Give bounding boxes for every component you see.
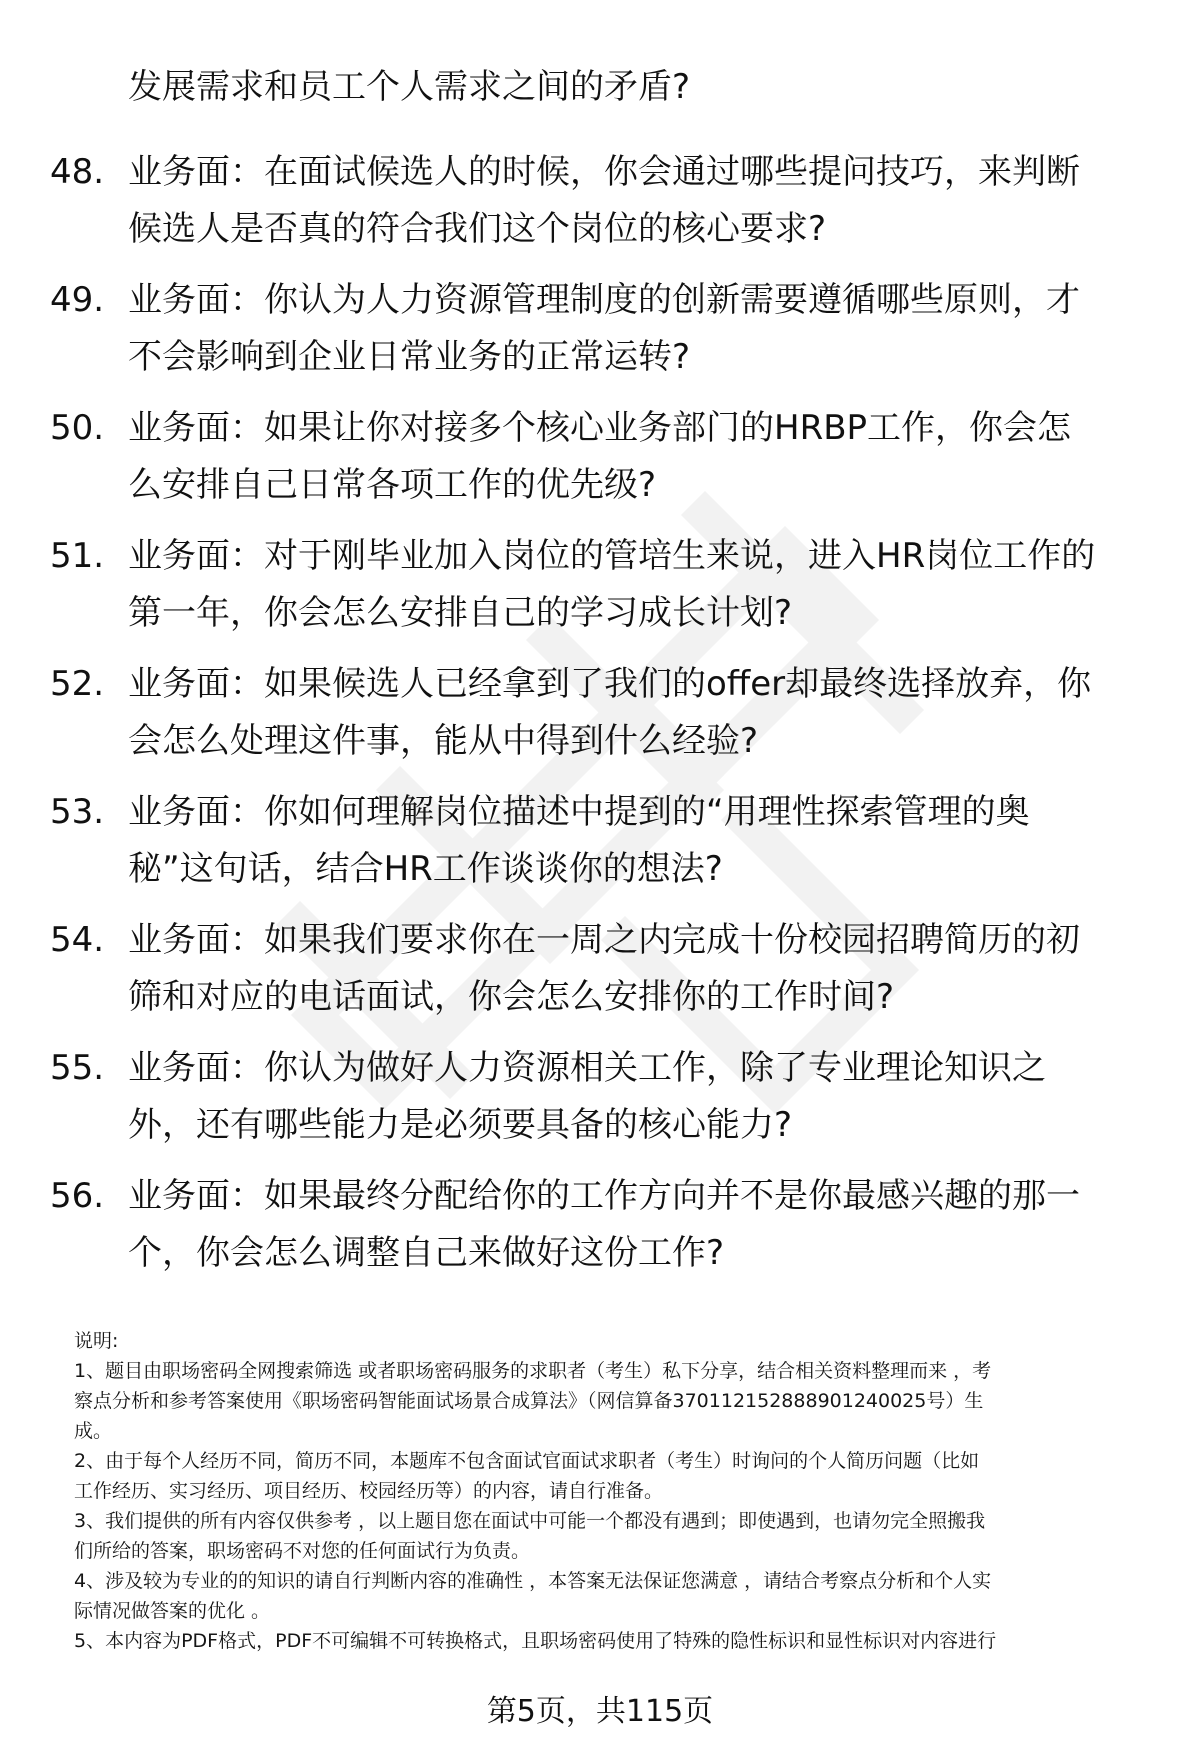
question-text-line: 业务面：如果让你对接多个核心业务部门的HRBP工作，你会怎 bbox=[128, 408, 1072, 448]
question-number: 56. bbox=[50, 1176, 105, 1216]
question-text-line: 候选人是否真的符合我们这个岗位的核心要求? bbox=[128, 209, 827, 249]
note-line: 3、我们提供的所有内容仅供参考 ，以上题目您在面试中可能一个都没有遇到；即使遇到，也请勿完全照搬我 bbox=[74, 1510, 986, 1532]
question-item bbox=[50, 144, 1170, 258]
note-line: 1、题目由职场密码全网搜索筛选 或者职场密码服务的求职者（考生）私下分享，结合相关资料整理而来 ，考 bbox=[74, 1360, 992, 1382]
question-text-line: 业务面：你认为人力资源管理制度的创新需要遵循哪些原则，才 bbox=[128, 280, 1080, 320]
question-number: 51. bbox=[50, 536, 105, 576]
question-number: 55. bbox=[50, 1048, 105, 1088]
question-item bbox=[50, 272, 1170, 386]
question-number: 52. bbox=[50, 664, 105, 704]
question-text bbox=[128, 784, 1148, 898]
note-line: 成。 bbox=[74, 1420, 113, 1442]
question-text bbox=[128, 1168, 1148, 1282]
question-text-line: 业务面：你认为做好人力资源相关工作，除了专业理论知识之 bbox=[128, 1048, 1046, 1088]
continued-question-line: 发展需求和员工个人需求之间的矛盾? bbox=[128, 67, 691, 107]
note-line: 工作经历、实习经历、项目经历、校园经历等）的内容，请自行准备。 bbox=[74, 1480, 664, 1502]
notes-section bbox=[74, 1326, 1154, 1656]
question-text-line: 筛和对应的电话面试，你会怎么安排你的工作时间? bbox=[128, 977, 895, 1017]
question-text-line: 外，还有哪些能力是必须要具备的核心能力? bbox=[128, 1105, 793, 1145]
question-text-line: 业务面：你如何理解岗位描述中提到的“用理性探索管理的奥 bbox=[128, 792, 1030, 832]
page-footer: 第5页，共115页 bbox=[486, 1694, 714, 1729]
question-item bbox=[50, 1168, 1170, 1282]
question-item bbox=[50, 1040, 1170, 1154]
note-line: 们所给的答案，职场密码不对您的任何面试行为负责。 bbox=[74, 1540, 531, 1562]
question-item bbox=[50, 656, 1170, 770]
question-text-line: 业务面：在面试候选人的时候，你会通过哪些提问技巧，来判断 bbox=[128, 152, 1080, 192]
question-item bbox=[50, 784, 1170, 898]
question-number: 50. bbox=[50, 408, 105, 448]
interview-question-list bbox=[50, 144, 1170, 1296]
note-line: 2、由于每个人经历不同，简历不同，本题库不包含面试官面试求职者（考生）时询问的个人简历问题（比如 bbox=[74, 1450, 980, 1472]
question-item bbox=[50, 912, 1170, 1026]
question-text-line: 业务面：对于刚毕业加入岗位的管培生来说，进入HR岗位工作的 bbox=[128, 536, 1096, 576]
question-text-line: 业务面：如果候选人已经拿到了我们的offer却最终选择放弃，你 bbox=[128, 664, 1092, 704]
note-line: 际情况做答案的优化 。 bbox=[74, 1600, 271, 1622]
question-text-line: 第一年，你会怎么安排自己的学习成长计划? bbox=[128, 593, 793, 633]
question-text bbox=[128, 912, 1148, 1026]
question-text bbox=[128, 144, 1148, 258]
question-item bbox=[50, 528, 1170, 642]
question-text bbox=[128, 400, 1148, 514]
question-text bbox=[128, 272, 1148, 386]
question-text-line: 秘”这句话，结合HR工作谈谈你的想法? bbox=[128, 849, 723, 889]
question-text-line: 业务面：如果我们要求你在一周之内完成十份校园招聘简历的初 bbox=[128, 920, 1080, 960]
note-line: 察点分析和参考答案使用《职场密码智能面试场景合成算法》（网信算备370112152888901240025号）生 bbox=[74, 1390, 984, 1412]
question-number: 49. bbox=[50, 280, 105, 320]
question-text-line: 业务面：如果最终分配给你的工作方向并不是你最感兴趣的那一 bbox=[128, 1176, 1080, 1216]
question-text bbox=[128, 528, 1148, 642]
question-text-line: 个，你会怎么调整自己来做好这份工作? bbox=[128, 1233, 725, 1273]
note-line: 4、涉及较为专业的的知识的请自行判断内容的准确性 ，本答案无法保证您满意 ，请结合考察点分析和个人实 bbox=[74, 1570, 992, 1592]
question-number: 53. bbox=[50, 792, 105, 832]
question-item bbox=[50, 400, 1170, 514]
question-number: 54. bbox=[50, 920, 105, 960]
question-text-line: 不会影响到企业日常业务的正常运转? bbox=[128, 337, 691, 377]
notes-title: 说明: bbox=[74, 1330, 119, 1352]
question-text bbox=[128, 1040, 1148, 1154]
question-number: 48. bbox=[50, 152, 105, 192]
note-line: 5、本内容为PDF格式，PDF不可编辑不可转换格式，且职场密码使用了特殊的隐性标识和显性标识对内容进行 bbox=[74, 1630, 997, 1652]
question-text bbox=[128, 656, 1148, 770]
question-text-line: 么安排自己日常各项工作的优先级? bbox=[128, 465, 657, 505]
question-text-line: 会怎么处理这件事，能从中得到什么经验? bbox=[128, 721, 759, 761]
